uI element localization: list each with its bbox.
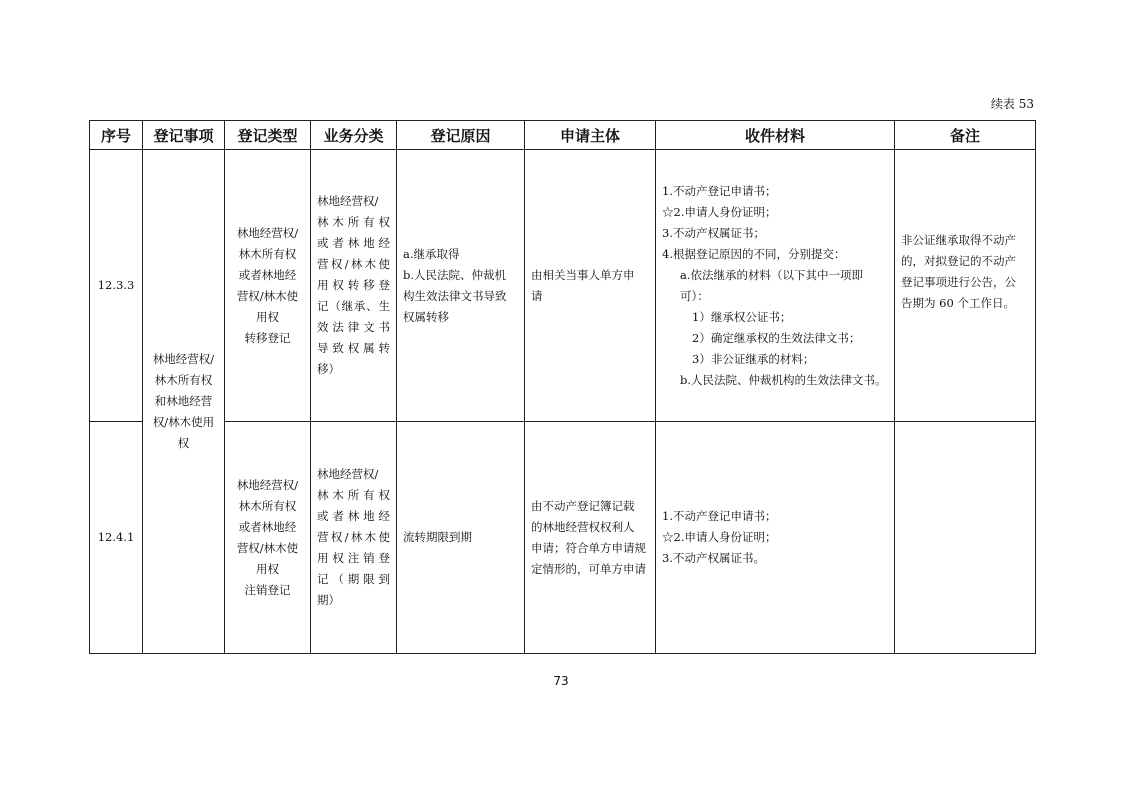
header-applicant: 申请主体 — [525, 121, 656, 150]
remarks-cell — [895, 422, 1036, 654]
row-number: 12.3.3 — [90, 150, 143, 422]
registration-item-cell: 林地经营权/ 林木所有权 和林地经营 权/林木使用 权 — [143, 150, 225, 654]
remarks-cell: 非公证继承取得不动产 的，对拟登记的不动产 登记事项进行公告，公 告期为 60 个工作日。 — [895, 150, 1036, 422]
continuation-label: 续表 53 — [990, 97, 1034, 111]
materials-cell: 1.不动产登记申请书； ☆2.申请人身份证明； 3.不动产权属证书； 4.根据登记原因的不同，分别提交： a.依法继承的材料（以下其中一项即可）： 1）继承权公证书； 2）确定继承权的生效法律文书； 3）非公证继承的材料； b.人民法院、仲裁机构的生效法律文书。 — [656, 150, 895, 422]
registration-reason-cell: a.继承取得 b.人民法院、仲裁机 构生效法律文书导致 权属转移 — [397, 150, 525, 422]
table-row — [90, 422, 1036, 654]
header-registration-item: 登记事项 — [143, 121, 225, 150]
materials-cell: 1.不动产登记申请书； ☆2.申请人身份证明； 3.不动产权属证书。 — [656, 422, 895, 654]
header-number: 序号 — [90, 121, 143, 150]
table-row — [90, 150, 1036, 422]
page-number: 73 — [553, 674, 569, 688]
header-registration-type: 登记类型 — [225, 121, 311, 150]
header-materials: 收件材料 — [656, 121, 895, 150]
header-business-category: 业务分类 — [311, 121, 397, 150]
registration-type-cell: 林地经营权/ 林木所有权 或者林地经 营权/林木使 用权 注销登记 — [225, 422, 311, 654]
applicant-cell: 由不动产登记簿记载 的林地经营权权利人 申请；符合单方申请规 定情形的，可单方申请 — [525, 422, 656, 654]
applicant-cell: 由相关当事人单方申 请 — [525, 150, 656, 422]
business-category-cell: 林地经营权/ 林木所有权 或者林地经 营权/林木使 用权注销登 记（期限到 期） — [311, 422, 397, 654]
registration-type-cell: 林地经营权/ 林木所有权 或者林地经 营权/林木使 用权 转移登记 — [225, 150, 311, 422]
header-remarks: 备注 — [895, 121, 1036, 150]
registration-table — [89, 120, 1036, 654]
row-number: 12.4.1 — [90, 422, 143, 654]
header-row — [90, 121, 1036, 150]
business-category-cell: 林地经营权/ 林木所有权 或者林地经 营权/林木使 用权转移登 记（继承、生 效法律文书 导致权属转 移） — [311, 150, 397, 422]
header-registration-reason: 登记原因 — [397, 121, 525, 150]
registration-reason-cell: 流转期限到期 — [397, 422, 525, 654]
